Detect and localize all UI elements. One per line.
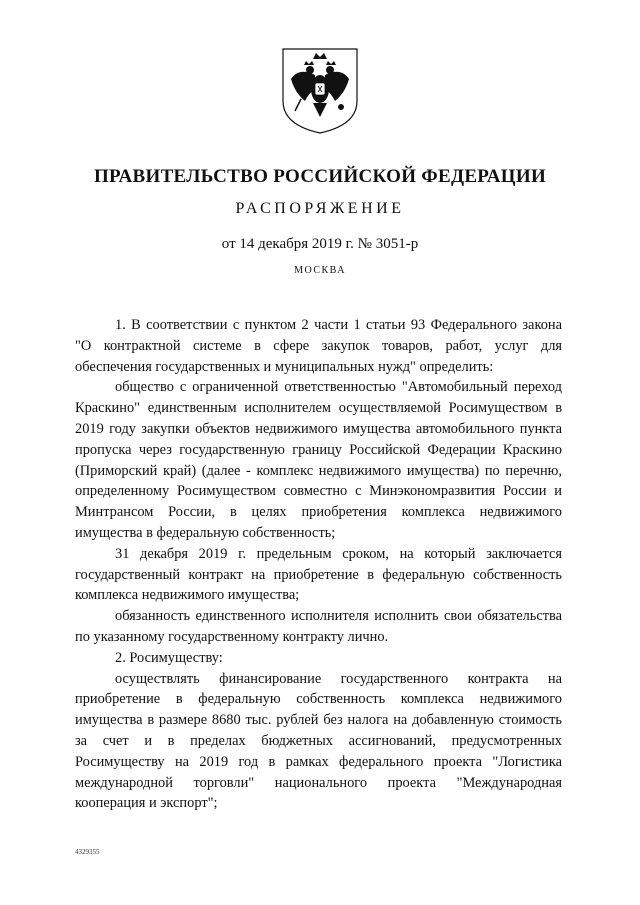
document-city: МОСКВА: [294, 265, 346, 276]
paragraph: 31 декабря 2019 г. предельным сроком, на который заключается государственный контракт на приобретение в федеральную собственность комплекса недвижимого имущества;: [75, 545, 562, 604]
document-body: [75, 315, 562, 814]
paragraph: обязанность единственного исполнителя исполнить свои обязательства по указанному государственному контракту лично.: [75, 608, 562, 645]
document-type: РАСПОРЯЖЕНИЕ: [235, 200, 405, 217]
government-title: ПРАВИТЕЛЬСТВО РОССИЙСКОЙ ФЕДЕРАЦИИ: [93, 166, 547, 187]
paragraph: 2. Росимуществу:: [115, 649, 223, 666]
paragraph: 1. В соответствии с пунктом 2 части 1 статьи 93 Федерального закона "О контрактной системе в сфере закупок товаров, работ, услуг для обеспечения государственных и муниципальных нужд" определить:: [75, 317, 562, 375]
document-code: 4329355: [75, 848, 100, 856]
document-date-number: от 14 декабря 2019 г. № 3051-р: [221, 236, 419, 252]
paragraph: осуществлять финансирование государственного контракта на приобретение в федеральную собственность комплекса недвижимого имущества в размере 8680 тыс. рублей без налога на добавленную стоимость за счет и в пределах бюджетных ассигнований, предусмотренных Росимуществу на 2019 год в рамках федерального проекта "Логистика международной торговли" национального проекта "Международная кооперация и экспорт";: [75, 670, 562, 812]
coat-of-arms-icon: [275, 45, 365, 135]
paragraph: общество с ограниченной ответственностью "Автомобильный переход Краскино" единственным исполнителем осуществляемой Росимуществом в 2019 году закупки объектов недвижимого имущества автомобильного пункта пропуска через государственную границу Российской Федерации Краскино (Приморский край) (далее - комплекс недвижимого имущества) по перечню, определенному Росимуществом совместно с Минэкономразвития России и Минтрансом России, в целях приобретения комплекса недвижимого имущества в федеральную собственность;: [75, 379, 562, 541]
